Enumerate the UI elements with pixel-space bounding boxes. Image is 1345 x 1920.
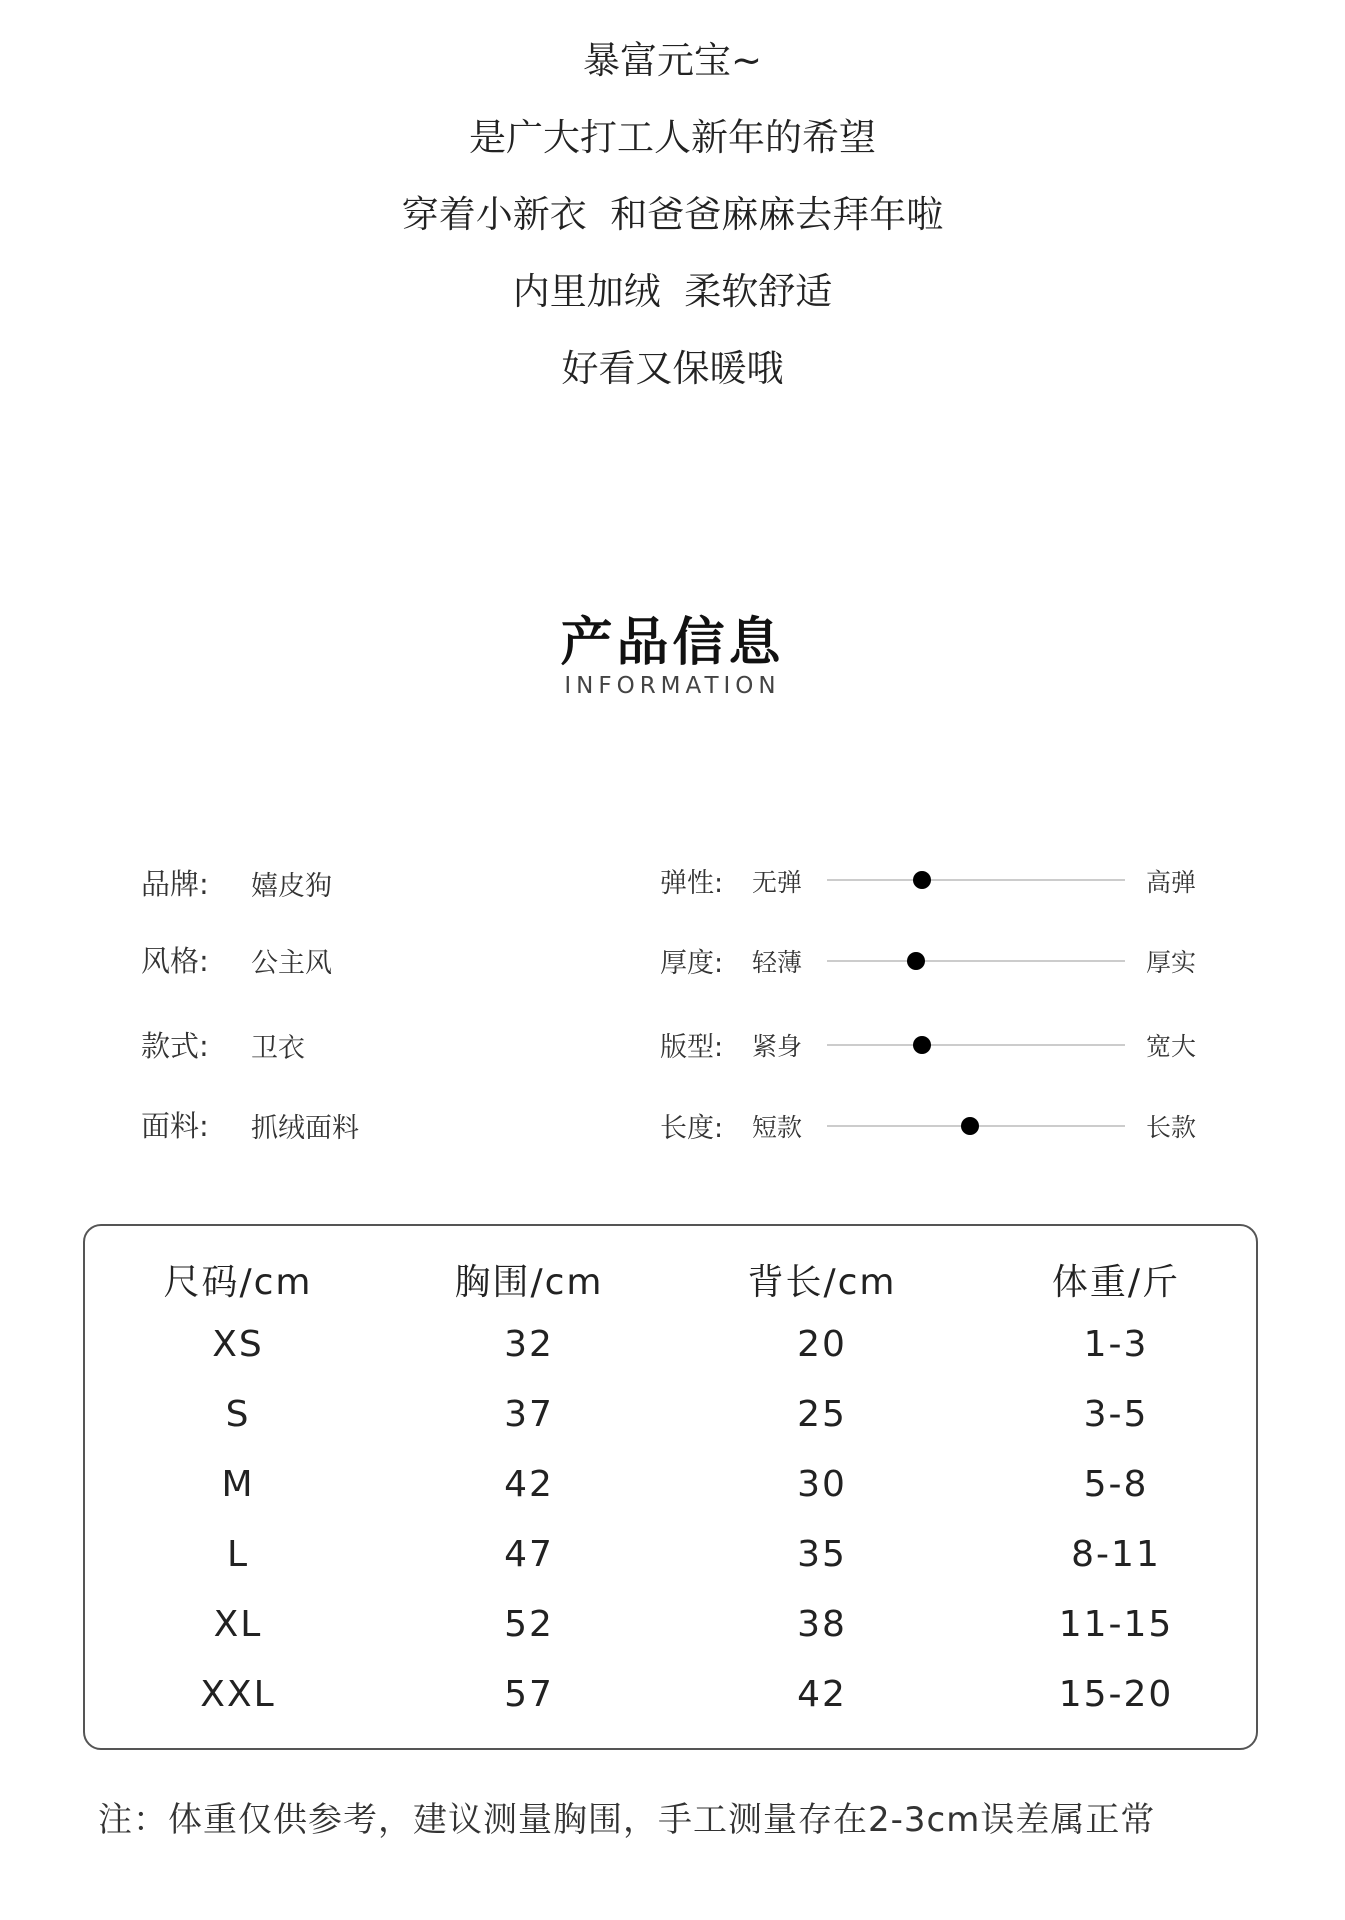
table-cell: L <box>226 1534 250 1575</box>
scale-track <box>827 879 1125 881</box>
table-cell: 42 <box>797 1674 847 1715</box>
scale-min: 无弹 <box>752 868 803 897</box>
scale-max: 厚实 <box>1146 948 1197 977</box>
scale-label: 厚度: <box>660 948 724 979</box>
table-cell: 8-11 <box>1071 1534 1161 1575</box>
table-cell: 1-3 <box>1083 1324 1149 1365</box>
attr-label-type: 款式: <box>141 1029 209 1063</box>
table-cell: 37 <box>504 1394 554 1435</box>
table-cell: 38 <box>797 1604 847 1645</box>
table-cell: 15-20 <box>1058 1674 1174 1715</box>
table-cell: 3-5 <box>1083 1394 1149 1435</box>
size-note: 注：体重仅供参考，建议测量胸围，手工测量存在2-3cm误差属正常 <box>98 1800 1156 1840</box>
scale-min: 短款 <box>752 1113 803 1142</box>
intro-line: 好看又保暖哦 <box>561 347 784 390</box>
section-subtitle: INFORMATION <box>564 673 781 699</box>
scale-max: 宽大 <box>1146 1032 1197 1061</box>
scale-label: 版型: <box>660 1032 724 1063</box>
table-cell: 20 <box>797 1324 847 1365</box>
attr-label-style: 风格: <box>141 944 209 978</box>
table-cell: 52 <box>504 1604 554 1645</box>
intro-line: 是广大打工人新年的希望 <box>469 116 876 159</box>
table-cell: M <box>221 1464 255 1505</box>
attr-label-brand: 品牌: <box>141 867 209 901</box>
table-cell: 25 <box>797 1394 847 1435</box>
table-header-cell: 背长/cm <box>747 1262 897 1303</box>
scale-knob <box>907 952 925 970</box>
scale-knob <box>913 871 931 889</box>
attr-value-style: 公主风 <box>251 948 332 979</box>
scale-max: 长款 <box>1146 1113 1197 1142</box>
scale-track <box>827 1044 1125 1046</box>
attr-value-fabric: 抓绒面料 <box>251 1113 359 1144</box>
section-title: 产品信息 <box>560 613 785 673</box>
attr-value-brand: 嬉皮狗 <box>251 871 332 902</box>
table-cell: S <box>225 1394 251 1435</box>
table-cell: 11-15 <box>1058 1604 1174 1645</box>
table-cell: XS <box>212 1324 264 1365</box>
scale-min: 紧身 <box>752 1032 803 1061</box>
table-header-cell: 尺码/cm <box>163 1262 313 1303</box>
table-header-cell: 胸围/cm <box>454 1262 604 1303</box>
scale-track <box>827 1125 1125 1127</box>
scale-max: 高弹 <box>1146 868 1197 897</box>
scale-knob <box>913 1036 931 1054</box>
scale-label: 弹性: <box>660 868 724 899</box>
scale-label: 长度: <box>660 1113 724 1144</box>
table-cell: XL <box>213 1604 263 1645</box>
scale-knob <box>961 1117 979 1135</box>
intro-line: 暴富元宝~ <box>582 39 762 82</box>
table-header-cell: 体重/斤 <box>1051 1262 1181 1303</box>
scale-min: 轻薄 <box>752 948 803 977</box>
table-cell: 30 <box>797 1464 847 1505</box>
intro-line: 穿着小新衣 和爸爸麻麻去拜年啦 <box>401 193 944 236</box>
scale-track <box>827 960 1125 962</box>
intro-line: 内里加绒 柔软舒适 <box>512 270 833 313</box>
attr-value-type: 卫衣 <box>251 1033 305 1064</box>
table-cell: 57 <box>504 1674 554 1715</box>
table-cell: 35 <box>797 1534 847 1575</box>
table-cell: XXL <box>200 1674 276 1715</box>
table-cell: 32 <box>504 1324 554 1365</box>
table-cell: 47 <box>504 1534 554 1575</box>
table-cell: 42 <box>504 1464 554 1505</box>
table-cell: 5-8 <box>1083 1464 1149 1505</box>
attr-label-fabric: 面料: <box>141 1109 209 1143</box>
